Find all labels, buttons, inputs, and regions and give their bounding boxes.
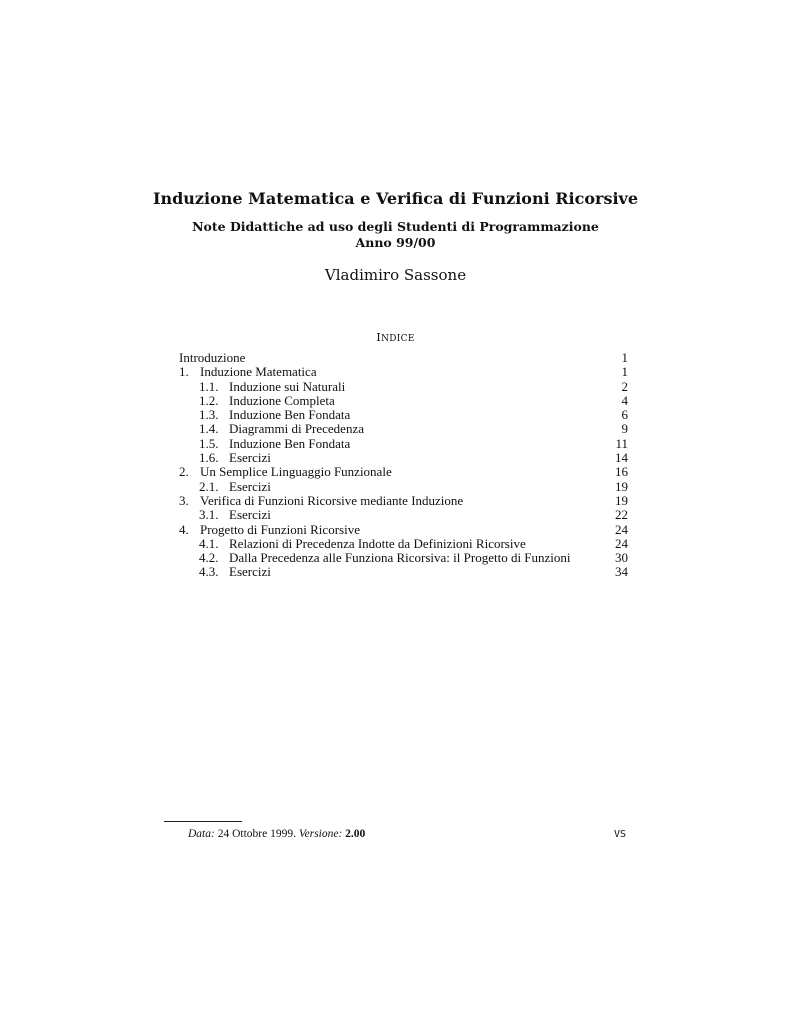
toc-entry-page: 4 bbox=[621, 392, 628, 408]
toc-entry-label: Relazioni di Precedenza Indotte da Definizioni Ricorsive bbox=[229, 535, 526, 551]
toc-entry-number: 2. bbox=[179, 464, 189, 480]
toc-entry-page: 24 bbox=[615, 535, 628, 551]
toc-entry-page: 24 bbox=[615, 521, 628, 537]
toc-entry-page: 9 bbox=[621, 421, 628, 437]
toc-entry-number: 1.3. bbox=[199, 407, 219, 423]
toc-entry[interactable] bbox=[179, 565, 628, 579]
toc-entry-number: 1.2. bbox=[199, 392, 219, 408]
toc-entry[interactable] bbox=[179, 494, 628, 508]
toc-entry[interactable] bbox=[179, 480, 628, 494]
toc-entry-page: 2 bbox=[621, 378, 628, 394]
footnote-version-label: Versione: bbox=[298, 828, 343, 840]
toc-entry[interactable] bbox=[179, 551, 628, 565]
toc-heading bbox=[0, 330, 791, 344]
toc-entry[interactable] bbox=[179, 408, 628, 422]
toc-entry-page: 14 bbox=[615, 450, 628, 466]
toc-entry[interactable] bbox=[179, 523, 628, 537]
toc-entry-label: Dalla Precedenza alle Funziona Ricorsiva: il Progetto di Funzioni bbox=[229, 550, 571, 566]
toc-entry-number: 1. bbox=[179, 364, 189, 380]
toc-entry-label: Introduzione bbox=[179, 350, 246, 365]
footnote bbox=[188, 828, 365, 840]
toc-entry[interactable] bbox=[179, 451, 628, 465]
footnote-date-label: Data: bbox=[188, 828, 215, 840]
toc-entry-page: 1 bbox=[621, 350, 628, 365]
toc-entry-number: 3.1. bbox=[199, 507, 219, 523]
toc-entry-page: 19 bbox=[615, 492, 628, 508]
toc-entry-number: 4.2. bbox=[199, 550, 219, 566]
author-name: Vladimiro Sassone bbox=[324, 266, 467, 284]
subtitle-year: Anno 99/00 bbox=[355, 235, 436, 250]
author-initials: VS bbox=[613, 829, 626, 840]
toc-entry-page: 34 bbox=[615, 564, 628, 580]
toc-entry[interactable] bbox=[179, 508, 628, 522]
toc-entry-page: 1 bbox=[621, 364, 628, 380]
footnote-date-value: 24 Ottobre 1999. bbox=[217, 828, 296, 840]
toc-entry-number: 1.6. bbox=[199, 450, 219, 466]
toc-entry-page: 16 bbox=[615, 464, 628, 480]
toc-entry-page: 11 bbox=[615, 435, 628, 451]
toc-entry-number: 4.1. bbox=[199, 535, 219, 551]
toc-entry-page: 30 bbox=[615, 550, 628, 566]
toc-entry-label: Induzione sui Naturali bbox=[229, 378, 346, 394]
footnote-version-value: 2.00 bbox=[345, 828, 366, 840]
toc-entry[interactable] bbox=[179, 422, 628, 436]
subtitle-course: Note Didattiche ad uso degli Studenti di Programmazione bbox=[192, 219, 599, 234]
toc-entry-label: Esercizi bbox=[229, 478, 271, 494]
toc-entry[interactable] bbox=[179, 437, 628, 451]
toc-entry-label: Progetto di Funzioni Ricorsive bbox=[200, 521, 360, 537]
toc-entry-page: 6 bbox=[621, 407, 628, 423]
toc-entry[interactable] bbox=[179, 537, 628, 551]
toc-entry[interactable] bbox=[179, 351, 628, 365]
toc-entry-number: 2.1. bbox=[199, 478, 219, 494]
toc-entry-number: 3. bbox=[179, 492, 189, 508]
toc-entry-label: Esercizi bbox=[229, 450, 271, 466]
toc-heading-rest: NDICE bbox=[381, 334, 415, 344]
toc-entry-number: 1.5. bbox=[199, 435, 219, 451]
footnote-rule bbox=[164, 821, 242, 822]
toc-entry[interactable] bbox=[179, 365, 628, 379]
toc-entry-label: Esercizi bbox=[229, 507, 271, 523]
table-of-contents bbox=[179, 351, 628, 580]
toc-entry-number: 1.1. bbox=[199, 378, 219, 394]
toc-entry[interactable] bbox=[179, 380, 628, 394]
toc-entry-label: Un Semplice Linguaggio Funzionale bbox=[200, 464, 392, 480]
toc-entry-label: Verifica di Funzioni Ricorsive mediante Induzione bbox=[200, 492, 464, 508]
toc-entry-number: 1.4. bbox=[199, 421, 219, 437]
toc-entry-label: Induzione Ben Fondata bbox=[229, 407, 351, 423]
toc-entry[interactable] bbox=[179, 394, 628, 408]
toc-entry-page: 19 bbox=[615, 478, 628, 494]
toc-entry-label: Induzione Matematica bbox=[200, 364, 317, 380]
paper-title: Induzione Matematica e Verifica di Funzioni Ricorsive bbox=[152, 189, 639, 208]
toc-entry-number: 4.3. bbox=[199, 564, 219, 580]
toc-entry-page: 22 bbox=[615, 507, 628, 523]
toc-heading-initial: I bbox=[376, 330, 382, 344]
toc-entry[interactable] bbox=[179, 465, 628, 479]
toc-entry-number: 4. bbox=[179, 521, 189, 537]
paper-subtitle bbox=[0, 219, 791, 251]
toc-entry-label: Diagrammi di Precedenza bbox=[229, 421, 364, 437]
toc-entry-label: Induzione Ben Fondata bbox=[229, 435, 351, 451]
toc-entry-label: Esercizi bbox=[229, 564, 271, 580]
toc-entry-label: Induzione Completa bbox=[229, 392, 335, 408]
